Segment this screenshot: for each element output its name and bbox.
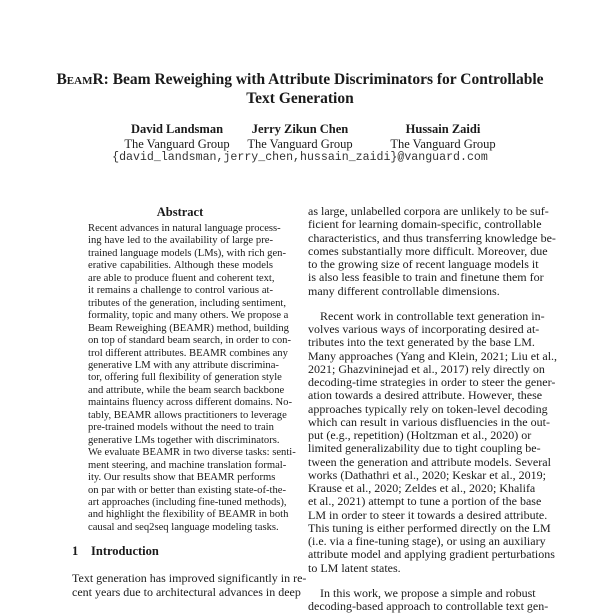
text-line: ation towards a desired attribute. However, these — [308, 388, 543, 403]
text-line: pre-trained models without the need to train — [88, 422, 274, 434]
text-line: as large, unlabelled corpora are unlikely to be suf- — [308, 204, 549, 218]
text-line: is also less feasible to train and finetune them for — [308, 270, 544, 285]
text-line: and attribute, while the beam search backbone — [88, 384, 285, 396]
author-emails: {david_landsman,jerry_chen,hussain_zaidi}@vanguard.com — [112, 151, 488, 164]
text-line: ment steering, and machine translation formal- — [88, 459, 287, 471]
text-line: decoding-time strategies in order to steer the gener- — [308, 375, 556, 389]
text-line: trol different attributes. BEAMR combines any — [88, 347, 288, 359]
text-line: to the growing size of recent language models it — [308, 257, 539, 271]
author-affiliation: The Vanguard Group — [247, 137, 353, 151]
title-line-1: : Beam Reweighing with Attribute Discriminators for Controllable — [103, 71, 544, 88]
author-affiliation: The Vanguard Group — [124, 137, 230, 151]
text-line: We evaluate BEAMR in two diverse tasks: senti- — [88, 447, 296, 459]
text-line: maintains fluency across different domains. No- — [88, 397, 292, 409]
text-line: tributes into the text generated by the base LM. — [308, 335, 535, 350]
text-line: tween the generation and attribute models. Several — [308, 454, 551, 469]
text-line: tributes of the generation, including sentiment, — [88, 297, 286, 309]
text-line: erative capabilities. Although these models — [88, 260, 273, 272]
author-block — [220, 122, 380, 152]
text-line: on par with or better than existing state-of-the- — [88, 484, 286, 496]
text-line: characteristics, and thus transferring knowledge be- — [308, 230, 556, 245]
section-title: Introduction — [91, 544, 159, 558]
text-line: cent years due to architectural advances in deep — [72, 584, 301, 599]
text-line: to LM latent states. — [308, 560, 401, 575]
text-line: attribute model and applying gradient perturbations — [308, 547, 555, 562]
text-line: which can result in various disfluencies in the out- — [308, 414, 550, 429]
text-line: put (e.g., repetition) (Holtzman et al., 2020) or — [308, 428, 532, 442]
section-number: 1 — [72, 544, 79, 558]
text-line: ity. Our results show that BEAMR performs — [88, 472, 276, 484]
text-line: causal and seq2seq language modeling tasks. — [88, 521, 279, 533]
text-line: Beam Reweighing (BEAMR) method, building — [88, 322, 289, 334]
author-name: Hussain Zaidi — [405, 122, 481, 136]
text-line: et al., 2021) attempt to tune a portion of the base — [308, 494, 542, 509]
paragraph — [308, 204, 556, 298]
text-line: comes substantially more difficult. Moreover, due — [308, 243, 548, 258]
right-column — [308, 204, 558, 613]
author-affiliation: The Vanguard Group — [390, 137, 496, 151]
text-line: it remains a challenge to control various at- — [88, 285, 273, 297]
abstract-heading: Abstract — [156, 205, 204, 219]
paper-title — [40, 70, 560, 108]
text-line: approaches typically rely on token-level decoding — [308, 401, 548, 416]
introduction-body — [72, 571, 307, 600]
text-line: art approaches (including fine-tuned methods), — [88, 496, 287, 508]
text-line: volves various ways of incorporating desired at- — [308, 322, 540, 336]
text-line: many different controllable dimensions. — [308, 283, 500, 298]
author-name: Jerry Zikun Chen — [251, 122, 349, 136]
text-line: Recent work in controllable text generation in- — [320, 308, 545, 323]
text-line: In this work, we propose a simple and robust — [320, 585, 536, 600]
text-line: tably, BEAMR allows practitioners to leverage — [88, 409, 287, 421]
text-line: and highlight the flexibility of BEAMR in both — [88, 509, 289, 521]
text-line: 2021; Ghazvininejad et al., 2017) rely directly on — [308, 361, 545, 376]
text-line: LM in order to steer it towards a desired attribute. — [308, 507, 548, 522]
text-line: formality, topic and many others. We propose a — [88, 310, 289, 322]
text-line: decoding-based approach to controllable text gen- — [308, 599, 549, 613]
text-line: (i.e. via a fine-tuning stage), or using an auxiliary — [308, 534, 546, 548]
author-name: David Landsman — [130, 122, 224, 136]
text-line: limited generalizability due to tight coupling be- — [308, 441, 541, 456]
text-line: ing have led to the availability of large pre- — [88, 235, 273, 247]
text-line: are able to produce fluent and coherent text, — [88, 272, 275, 284]
text-line: trained language models (LMs), with rich gen- — [88, 247, 286, 259]
author-block — [363, 122, 523, 152]
section-heading-introduction — [72, 544, 159, 559]
text-line: Text generation has improved significantly in re- — [72, 571, 307, 585]
text-line: Recent advances in natural language process- — [88, 223, 281, 234]
text-line: Krause et al., 2020; Zeldes et al., 2020; Khalifa — [308, 481, 536, 495]
text-line: tor, offering full flexibility of generation style — [88, 372, 282, 384]
text-line: works (Dathathri et al., 2020; Keskar et al., 2019; — [308, 467, 546, 482]
text-line: This tuning is either performed directly on the LM — [308, 520, 551, 535]
text-line: generative LM with any attribute discrimina- — [88, 359, 279, 371]
abstract-body — [88, 223, 296, 534]
title-line-2: Text Generation — [246, 90, 354, 107]
paragraph — [308, 308, 558, 575]
text-line: generative LMs together with discriminators. — [88, 434, 280, 446]
title-method-name: BeamR — [56, 71, 104, 88]
text-line: ficient for learning domain-specific, controllable — [308, 217, 542, 232]
text-line: on top of standard beam search, in order to con- — [88, 335, 291, 347]
text-line: Many approaches (Yang and Klein, 2021; Liu et al., — [308, 348, 558, 363]
